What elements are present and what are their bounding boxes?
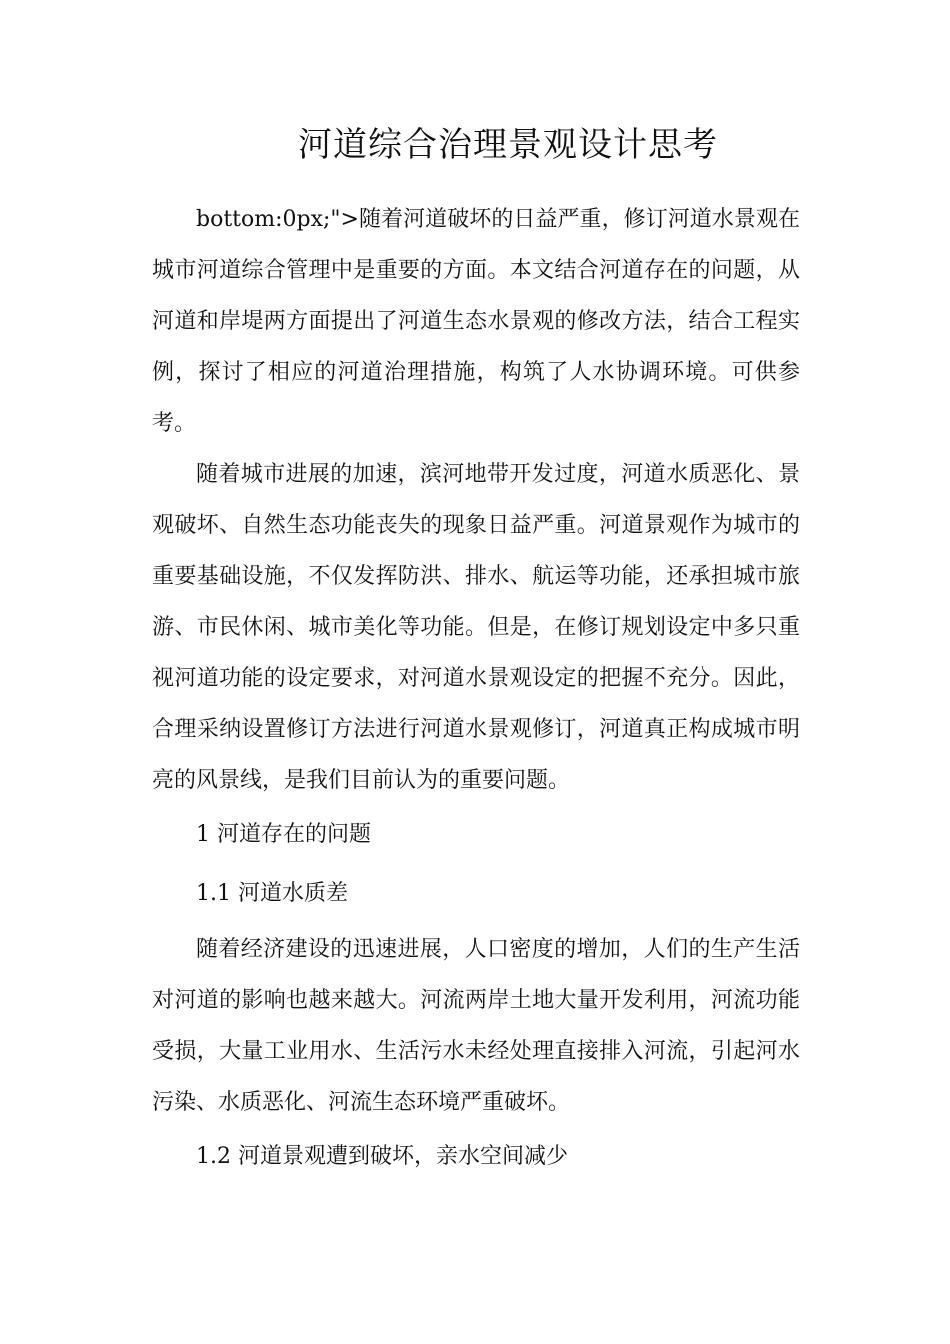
subsection-heading-1-2: 1.2 河道景观遭到破坏，亲水空间减少 <box>196 1144 568 1169</box>
section-heading-1: 1 河道存在的问题 <box>196 822 371 847</box>
intro-paragraph: 随着城市进展的加速，滨河地带开发过度，河道水质恶化、景观破坏、自然生态功能丧失的现象日益严重。河道景观作为城市的重要基础设施，不仅发挥防洪、排水、航运等功能，还承担城市旅游、市民休闲、城市美化等功能。但是，在修订规划设定中多只重视河道功能的设定要求，对河道水景观设定的把握不充分。因此，合理采纳设置修订方法进行河道水景观修订，河道真正构成城市明亮的风景线，是我们目前认为的重要问题。 <box>152 462 800 793</box>
document-title: 河道综合治理景观设计思考 <box>298 125 718 165</box>
subsection-paragraph-1-1: 随着经济建设的迅速进展，人口密度的增加，人们的生产生活对河道的影响也越来越大。河流两岸土地大量开发利用，河流功能受损，大量工业用水、生活污水未经处理直接排入河流，引起河水污染、水质恶化、河流生态环境严重破坏。 <box>152 937 800 1115</box>
document-body <box>152 194 800 1187</box>
subsection-heading-1-1: 1.1 河道水质差 <box>196 881 348 906</box>
abstract-paragraph: bottom:0px;">随着河道破坏的日益严重，修订河道水景观在城市河道综合管理中是重要的方面。本文结合河道存在的问题，从河道和岸堤两方面提出了河道生态水景观的修改方法，结合工程实例，探讨了相应的河道治理措施，构筑了人水协调环境。可供参考。 <box>152 207 800 436</box>
